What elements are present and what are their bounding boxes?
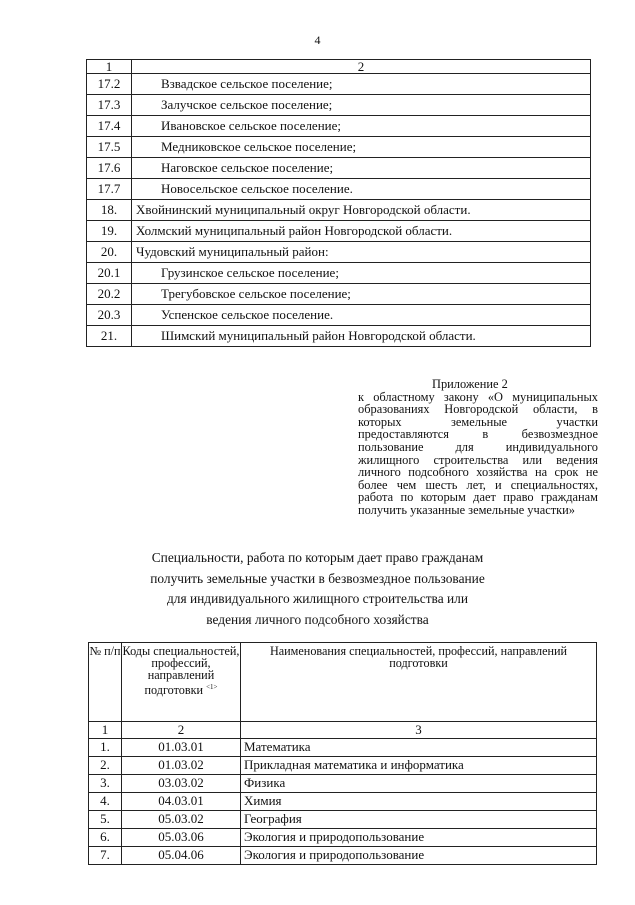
row-number: 17.3	[87, 95, 132, 116]
table-row	[89, 793, 597, 811]
row-name: Экология и природопользование	[241, 847, 597, 865]
row-name: География	[241, 811, 597, 829]
row-number: 20.	[87, 242, 132, 263]
table-row	[87, 158, 591, 179]
column-number-2: 2	[122, 722, 241, 739]
appendix-text: к областному закону «О муниципальных образованиях Новгородской области, в которых земельные участки предоставляются в безвозмездное пользование для индивидуального жилищного строительства или ведения личного подсобного хозяйства на срок не более чем шесть лет, и специальностях, работа по которым дает право гражданам получить указанные земельные участки»	[358, 389, 598, 517]
table-row	[87, 116, 591, 137]
row-text: Новосельское сельское поселение.	[132, 179, 591, 200]
row-number: 18.	[87, 200, 132, 221]
row-text: Залучское сельское поселение;	[132, 95, 591, 116]
header-codes	[122, 643, 241, 722]
column-number-2: 2	[132, 60, 591, 74]
table-row	[87, 305, 591, 326]
row-number: 5.	[89, 811, 122, 829]
row-text: Взвадское сельское поселение;	[132, 74, 591, 95]
row-text: Успенское сельское поселение.	[132, 305, 591, 326]
table-row	[87, 242, 591, 263]
table-row	[87, 95, 591, 116]
table-row	[87, 179, 591, 200]
row-text: Медниковское сельское поселение;	[132, 137, 591, 158]
column-numbers-row	[89, 722, 597, 739]
specialties-table	[88, 642, 597, 865]
column-number-3: 3	[241, 722, 597, 739]
row-name: Физика	[241, 775, 597, 793]
row-code: 03.03.02	[122, 775, 241, 793]
row-code: 05.04.06	[122, 847, 241, 865]
row-text: Шимский муниципальный район Новгородской области.	[132, 326, 591, 347]
page-number: 4	[314, 33, 321, 47]
row-text: Наговское сельское поселение;	[132, 158, 591, 179]
table-row	[89, 811, 597, 829]
municipalities-table	[86, 59, 591, 347]
header-number: № п/п	[89, 643, 122, 722]
row-number: 1.	[89, 739, 122, 757]
row-name: Математика	[241, 739, 597, 757]
row-text: Грузинское сельское поселение;	[132, 263, 591, 284]
table-row	[87, 137, 591, 158]
row-text: Чудовский муниципальный район:	[132, 242, 591, 263]
row-number: 20.3	[87, 305, 132, 326]
row-number: 17.7	[87, 179, 132, 200]
heading-line: для индивидуального жилищного строительства или	[166, 591, 469, 606]
table-header-row	[87, 60, 591, 74]
table-row	[89, 847, 597, 865]
row-number: 2.	[89, 757, 122, 775]
appendix-block	[358, 378, 598, 517]
row-number: 4.	[89, 793, 122, 811]
row-number: 20.1	[87, 263, 132, 284]
column-number-1: 1	[87, 60, 132, 74]
table-header-row	[89, 643, 597, 722]
header-codes-text: Коды специальностей, профессий, направлений подготовки	[122, 644, 240, 698]
table-row	[87, 74, 591, 95]
row-code: 05.03.02	[122, 811, 241, 829]
row-number: 17.2	[87, 74, 132, 95]
row-number: 17.6	[87, 158, 132, 179]
table-row	[89, 739, 597, 757]
row-number: 21.	[87, 326, 132, 347]
row-code: 05.03.06	[122, 829, 241, 847]
table-row	[89, 757, 597, 775]
header-names: Наименования специальностей, профессий, направлений подготовки	[241, 643, 597, 722]
heading-line: Специальности, работа по которым дает право гражданам	[151, 550, 484, 565]
footnote-mark: <1>	[206, 683, 218, 691]
table-row	[87, 326, 591, 347]
row-number: 20.2	[87, 284, 132, 305]
table-row	[87, 200, 591, 221]
row-number: 7.	[89, 847, 122, 865]
table-row	[87, 221, 591, 242]
row-name: Прикладная математика и информатика	[241, 757, 597, 775]
row-text: Холмский муниципальный район Новгородской области.	[132, 221, 591, 242]
row-code: 01.03.01	[122, 739, 241, 757]
row-code: 01.03.02	[122, 757, 241, 775]
row-text: Ивановское сельское поселение;	[132, 116, 591, 137]
column-number-1: 1	[89, 722, 122, 739]
row-text: Хвойнинский муниципальный округ Новгородской области.	[132, 200, 591, 221]
heading-line: ведения личного подсобного хозяйства	[206, 611, 429, 627]
row-text: Трегубовское сельское поселение;	[132, 284, 591, 305]
row-code: 04.03.01	[122, 793, 241, 811]
row-number: 19.	[87, 221, 132, 242]
row-number: 17.4	[87, 116, 132, 137]
row-name: Экология и природопользование	[241, 829, 597, 847]
row-name: Химия	[241, 793, 597, 811]
appendix-title: Приложение 2	[432, 377, 508, 391]
document-heading	[120, 548, 515, 630]
table-row	[87, 263, 591, 284]
table-row	[89, 829, 597, 847]
row-number: 6.	[89, 829, 122, 847]
table-row	[87, 284, 591, 305]
row-number: 17.5	[87, 137, 132, 158]
row-number: 3.	[89, 775, 122, 793]
table-row	[89, 775, 597, 793]
heading-line: получить земельные участки в безвозмездное пользование	[150, 570, 485, 586]
